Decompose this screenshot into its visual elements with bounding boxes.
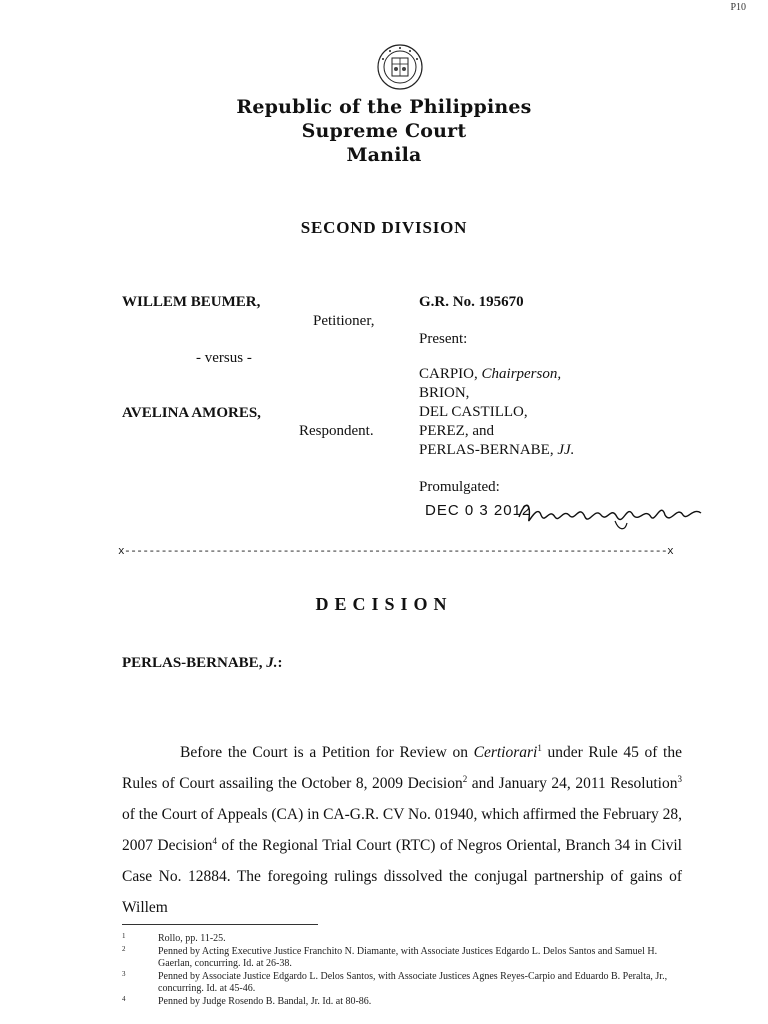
promulgated-label: Promulgated: (419, 479, 500, 495)
page-number-mark: P10 (730, 2, 746, 13)
footnote-item: 2 Penned by Acting Executive Justice Franchito N. Diamante, with Associate Justices Edgardo L. Delos Santos and Samuel H. Gaerlan, concurring. Id. at 26-38. (122, 944, 658, 969)
justice-line: PERLAS-BERNABE, JJ. (419, 442, 575, 458)
body-paragraph: Before the Court is a Petition for Review on Certiorari$^1$ under Rule 45 of the Rules of Court assailing the October 8, 2009 Decision$^2$ and January 24, 2011 Resolution$^3$ of the Court of Appeals (CA) in CA-G.R. CV No. 01940, which affirmed the February 28, 2007 Decision$^4$ of the Regional Trial Court (RTC) of Negros Oriental, Branch 34 in Civil Case No. 12884. The foregoing rulings dissolved the conjugal partnership of gains of Willem (122, 742, 682, 916)
section-separator: x-----------------------------------------------------------------------------------------x (118, 546, 674, 558)
footnotes (122, 933, 692, 1008)
footnote-item: 4 Penned by Judge Rosendo B. Bandal, Jr. Id. at 80-86. (122, 994, 372, 1007)
justice-line: BRION, (419, 385, 470, 401)
footnote-divider (122, 924, 318, 925)
justices-list (419, 365, 574, 460)
present-label: Present: (419, 331, 468, 347)
justice-line: PEREZ, and (419, 423, 494, 439)
petitioner-role: Petitioner, (313, 313, 375, 329)
header-manila: Manila (346, 144, 422, 166)
versus-label: - versus - (196, 350, 252, 366)
decision-body (122, 737, 682, 923)
division-title: SECOND DIVISION (300, 218, 468, 237)
decision-title: DECISION (315, 594, 453, 614)
footnote-item: 1 Rollo, pp. 11-25. (122, 932, 226, 944)
respondent-name: AVELINA AMORES, (122, 405, 261, 421)
promulgation-date-stamp: DEC 0 3 2012 (425, 502, 532, 519)
justice-line: DEL CASTILLO, (419, 404, 528, 420)
supreme-court-seal-icon (377, 44, 423, 90)
petitioner-name: WILLEM BEUMER, (122, 294, 261, 310)
justice-line: CARPIO, Chairperson, (419, 366, 562, 382)
ponente-line: PERLAS-BERNABE, J.: (122, 655, 283, 671)
header-supreme-court: Supreme Court (301, 120, 467, 142)
gr-number: G.R. No. 195670 (419, 294, 524, 310)
clerk-signature-icon (515, 493, 705, 533)
respondent-role: Respondent. (299, 423, 374, 439)
header-republic: Republic of the Philippines (236, 96, 532, 118)
footnote-item: 3 Penned by Associate Justice Edgardo L. Delos Santos, with Associate Justices Agnes Reyes-Carpio and Eduardo B. Peralta, Jr., concurring. Id. at 45-46. (122, 969, 668, 994)
